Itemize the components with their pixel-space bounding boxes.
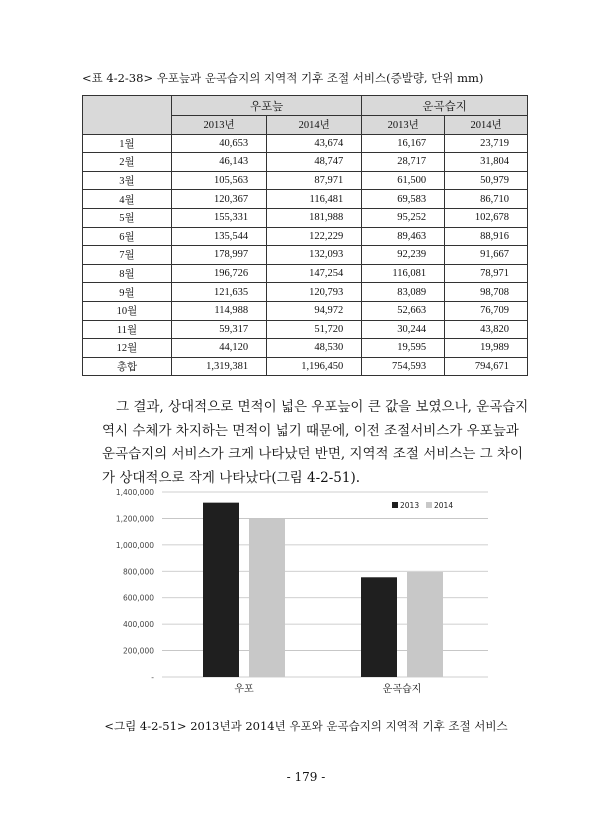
- table-cell: 43,820: [445, 320, 528, 339]
- table-cell: 78,971: [445, 264, 528, 283]
- paragraph-line: 그 결과, 상대적으로 면적이 넓은 우포늪이 큰 값을 보였으나, 운곡습지: [116, 399, 529, 415]
- paragraph-line: 역시 수체가 차지하는 면적이 넓기 때문에, 이전 조절서비스가 우포늪과: [102, 422, 519, 439]
- bar-2013-0: [203, 503, 239, 677]
- table-cell: 94,972: [267, 301, 362, 320]
- table-cell: 88,916: [445, 227, 528, 246]
- table-cell: 98,708: [445, 283, 528, 302]
- row-label: 6월: [83, 227, 172, 246]
- y-tick-label: 600,000: [122, 593, 154, 603]
- table-cell: 95,252: [362, 208, 445, 227]
- table-cell: 61,500: [362, 171, 445, 190]
- bar-2014-1: [407, 572, 443, 677]
- table-cell: 181,988: [267, 208, 362, 227]
- table-cell: 794,671: [445, 357, 528, 376]
- table-cell: 43,674: [267, 134, 362, 153]
- table-cell: 48,747: [267, 153, 362, 172]
- table-cell: 114,988: [172, 301, 267, 320]
- legend-swatch-2014: [426, 502, 432, 508]
- table-cell: 754,593: [362, 357, 445, 376]
- table-cell: 30,244: [362, 320, 445, 339]
- table-cell: 31,804: [445, 153, 528, 172]
- row-label: 8월: [83, 264, 172, 283]
- table-cell: 178,997: [172, 246, 267, 265]
- table-cell: 59,317: [172, 320, 267, 339]
- table-cell: 19,989: [445, 339, 528, 358]
- table-cell: 50,979: [445, 171, 528, 190]
- table-cell: 16,167: [362, 134, 445, 153]
- paragraph-line: 운곡습지의 서비스가 크게 나타났던 반면, 지역적 조절 서비스는 그 차이: [102, 446, 524, 462]
- table-cell: 116,081: [362, 264, 445, 283]
- year-header: 2013년: [172, 116, 267, 135]
- table-cell: 1,196,450: [267, 357, 362, 376]
- y-tick-label: 200,000: [122, 646, 154, 656]
- row-label: 5월: [83, 208, 172, 227]
- paragraph-line: 가 상대적으로 작게 나타났다(그림 4-2-51).: [102, 469, 361, 486]
- table-cell: 44,120: [172, 339, 267, 358]
- table-cell: 132,093: [267, 246, 362, 265]
- table-cell: 87,971: [267, 171, 362, 190]
- row-label: 4월: [83, 190, 172, 209]
- table-cell: 122,229: [267, 227, 362, 246]
- row-label: 총합: [83, 357, 172, 376]
- table-cell: 120,367: [172, 190, 267, 209]
- row-label: 7월: [83, 246, 172, 265]
- table-cell: 116,481: [267, 190, 362, 209]
- table-cell: 86,710: [445, 190, 528, 209]
- table-cell: 1,319,381: [172, 357, 267, 376]
- table-caption: <표 4-2-38> 우포늪과 운곡습지의 지역적 기후 조절 서비스(증발량, 단위 mm): [82, 71, 484, 85]
- bar-2013-1: [361, 577, 397, 677]
- table-cell: 121,635: [172, 283, 267, 302]
- row-label: 3월: [83, 171, 172, 190]
- page-number: - 179 -: [286, 770, 326, 784]
- table-cell: 135,544: [172, 227, 267, 246]
- year-header: 2014년: [267, 116, 362, 135]
- legend-swatch-2013: [392, 502, 398, 508]
- group-header-ungok: 운곡습지: [362, 96, 528, 116]
- row-label: 12월: [83, 339, 172, 358]
- table-cell: 155,331: [172, 208, 267, 227]
- y-tick-label: 1,200,000: [115, 514, 154, 524]
- table-cell: 147,254: [267, 264, 362, 283]
- y-tick-label: 800,000: [122, 567, 154, 577]
- row-label: 1월: [83, 134, 172, 153]
- table-cell: 28,717: [362, 153, 445, 172]
- x-category-label: 우포: [234, 684, 254, 695]
- table-cell: 89,463: [362, 227, 445, 246]
- year-header: 2014년: [445, 116, 528, 135]
- x-category-label: 운곡습지: [382, 684, 422, 695]
- table-cell: 92,239: [362, 246, 445, 265]
- table-cell: 83,089: [362, 283, 445, 302]
- table-cell: 69,583: [362, 190, 445, 209]
- table-cell: 105,563: [172, 171, 267, 190]
- table-cell: 196,726: [172, 264, 267, 283]
- table-cell: 52,663: [362, 301, 445, 320]
- y-tick-label: 1,400,000: [115, 488, 154, 497]
- table-cell: 40,653: [172, 134, 267, 153]
- table-cell: 23,719: [445, 134, 528, 153]
- bar-2014-0: [249, 519, 285, 677]
- row-label: 11월: [83, 320, 172, 339]
- table-cell: 120,793: [267, 283, 362, 302]
- y-tick-label: 1,000,000: [115, 540, 154, 550]
- figure-caption: <그림 4-2-51> 2013년과 2014년 우포와 운곡습지의 지역적 기후 조절 서비스: [104, 719, 508, 733]
- year-header: 2013년: [362, 116, 445, 135]
- table-cell: 46,143: [172, 153, 267, 172]
- row-label: 10월: [83, 301, 172, 320]
- table-cell: 91,667: [445, 246, 528, 265]
- table-cell: 19,595: [362, 339, 445, 358]
- legend-label: 2013: [400, 501, 420, 510]
- y-tick-label: 400,000: [122, 620, 154, 630]
- legend-label: 2014: [434, 501, 454, 510]
- table-cell: 51,720: [267, 320, 362, 339]
- table-cell: 102,678: [445, 208, 528, 227]
- y-tick-label: -: [151, 673, 154, 682]
- group-header-upo: 우포늪: [172, 96, 362, 116]
- table-cell: 48,530: [267, 339, 362, 358]
- row-label: 9월: [83, 283, 172, 302]
- row-label: 2월: [83, 153, 172, 172]
- table-cell: 76,709: [445, 301, 528, 320]
